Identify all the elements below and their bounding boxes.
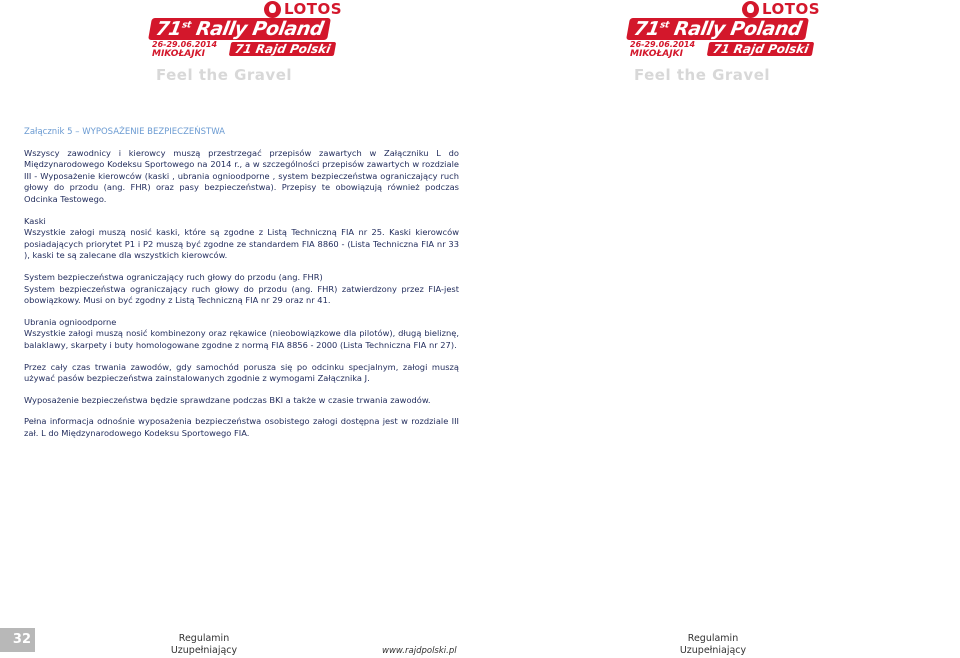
rally-slogan: Feel the Gravel [156,66,293,84]
paragraph-clothing: Ubrania ognioodporne Wszystkie załogi muszą nosić kombinezony oraz rękawice (nieobowiązkowe dla pilotów), długą bieliznę, balaklawy, skarpety i buty homologowane zgodne z normą FIA 8856 - 2000 (Lista Techniczna FIA nr 27). [24,316,459,350]
footer-url: www.rajdpolski.pl [382,646,457,656]
document-body [24,127,459,449]
lotos-flower-icon [264,1,281,18]
rally-logo-right [628,0,828,86]
rally-dates: 26-29.06.2014 [152,40,218,49]
page-number: 32 [0,628,35,652]
paragraph-helmets: Kaski Wszystkie załogi muszą nosić kaski, które są zgodne z Listą Techniczną FIA nr 25. Kaski kierowców posiadających priorytet P1 i P2 muszą być zgodne ze standardem FIA 8860 - (Lista Techniczna FIA nr 33 ), kaski te są zalecane dla wszystkich kierowców. [24,215,459,261]
rally-subtitle: 71 Rajd Polski [229,42,337,56]
paragraph-fhr: System bezpieczeństwa ograniczający ruch głowy do przodu (ang. FHR) System bezpieczeństwa ograniczający ruch głowy do przodu (ang. FHR) zatwierdzony przez FIA-jest obowiązkowy. Musi on być zgodny z Listą Techniczną FIA nr 29 oraz nr 41. [24,271,459,306]
lotos-logo: LOTOS [264,0,342,18]
rally-logo-left [150,0,350,86]
lotos-flower-icon [742,1,759,18]
rally-dates: 26-29.06.2014 [630,40,696,49]
rally-place: MIKOŁAJKI [152,49,205,59]
rally-title: 71st Rally Poland [626,18,809,40]
paragraph-info: Pełna informacja odnośnie wyposażenia bezpieczeństwa osobistego załogi dostępna jest w rozdziale III zał. L do Międzynarodowego Kodeksu Sportowego FIA. [24,416,459,438]
footer-label-left: Regulamin Uzupełniający [170,633,238,656]
footer-label-right: Regulamin Uzupełniający [679,633,747,656]
rally-slogan: Feel the Gravel [634,66,771,84]
attachment-title: Załącznik 5 – WYPOSAŻENIE BEZPIECZEŃSTWA [24,127,225,137]
paragraph-intro: Wszyscy zawodnicy i kierowcy muszą przestrzegać przepisów zawartych w Załączniku L do Międzynarodowego Kodeksu Sportowego na 2014 r., a w szczególności przepisów zawartych w rozdziale III - Wyposażenie kierowców (kaski , ubrania ognioodporne , system bezpieczeństwa ograniczający ruch głowy do przodu (ang. FHR) oraz pasy bezpieczeństwa). Przepisy te obowiązują również podczas Odcinka Testowego. [24,147,459,204]
lotos-logo: LOTOS [742,0,820,18]
rally-title: 71st Rally Poland [148,18,331,40]
rally-place: MIKOŁAJKI [630,49,683,59]
paragraph-inspection: Wyposażenie bezpieczeństwa będzie sprawdzane podczas BKI a także w czasie trwania zawodów. [24,394,431,405]
rally-subtitle: 71 Rajd Polski [707,42,815,56]
paragraph-seatbelts: Przez cały czas trwania zawodów, gdy samochód porusza się po odcinku specjalnym, załogi muszą używać pasów bezpieczeństwa zainstalowanych zgodnie z wymogami Załącznika J. [24,361,459,384]
